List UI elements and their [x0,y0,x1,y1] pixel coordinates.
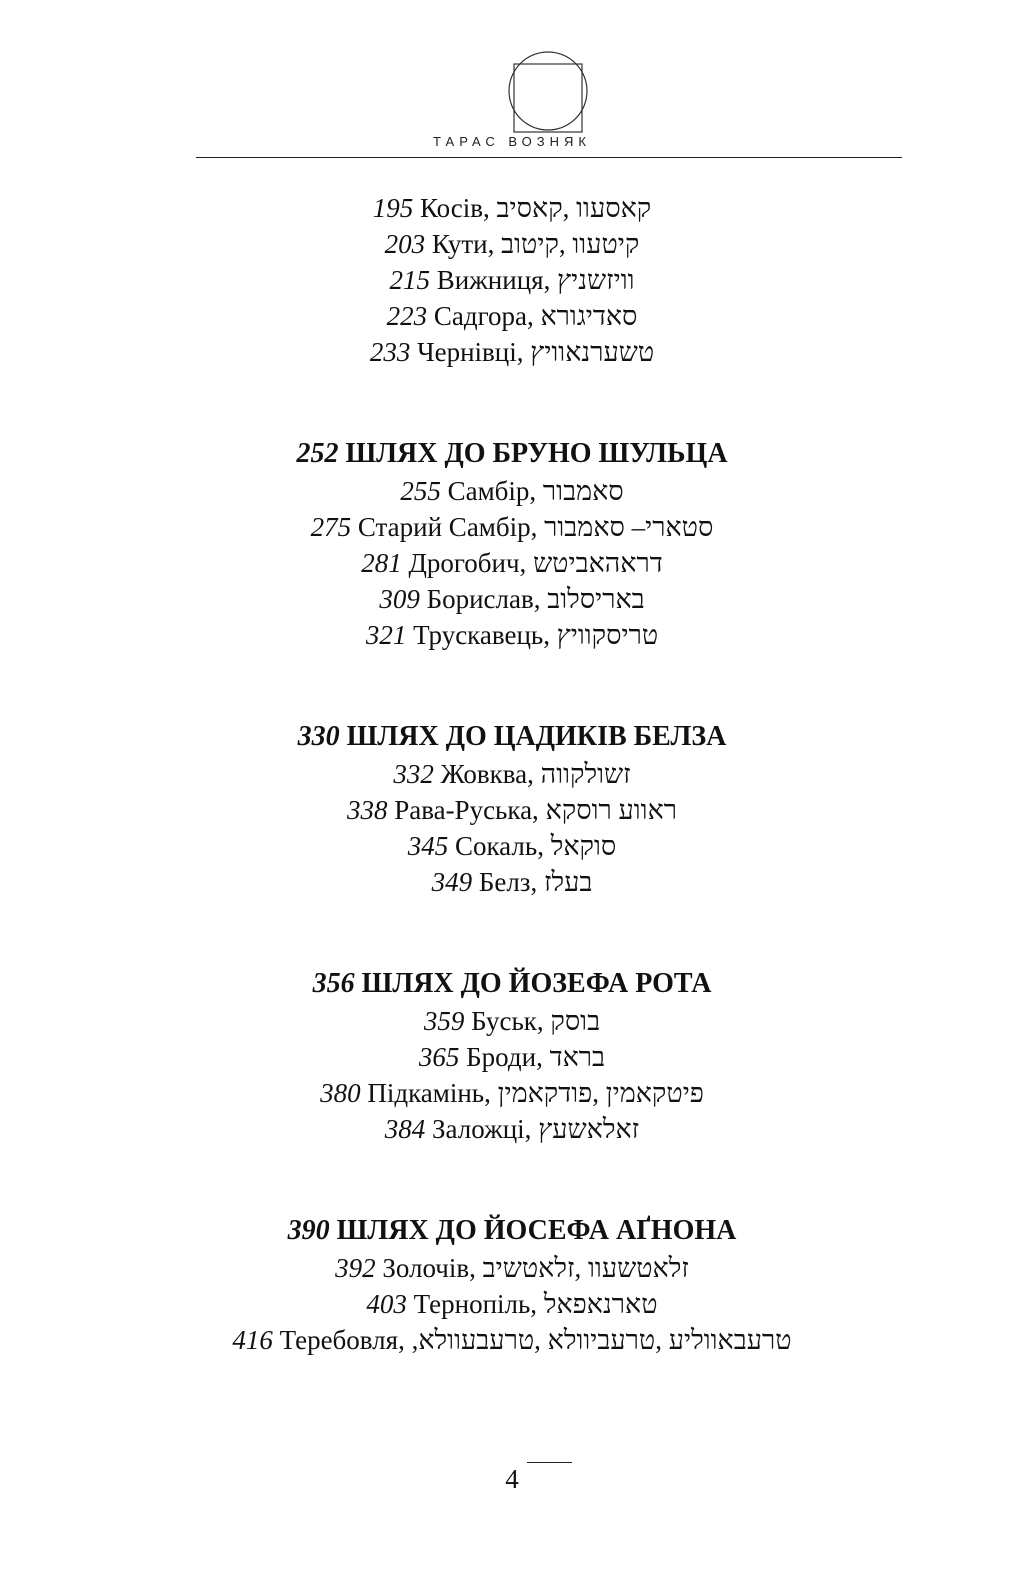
entry-page: 384 [384,1114,426,1144]
toc-entry [0,262,1024,298]
entry-name: Броди, [466,1042,543,1072]
entry-hebrew: בראד [549,1042,606,1072]
entry-name: Заложці, [432,1114,532,1144]
entry-page: 403 [366,1289,407,1319]
toc-entry [0,828,1024,864]
entry-name: Белз, [478,867,538,897]
entry-page: 349 [431,867,473,897]
toc-entry [0,334,1024,370]
entry-page: 233 [369,337,411,367]
entry-page: 365 [418,1042,460,1072]
entry-name: Сокаль, [454,831,544,861]
toc-entry [0,1322,1024,1358]
entry-name: Вижниця, [436,265,551,295]
entry-hebrew: טרעבאווליע ,טרעביוולא ,טרעבעוולא, [411,1325,792,1355]
entry-hebrew: קיטעוו ,קיטוב [501,229,640,259]
entry-name: Самбір, [447,476,537,506]
footer-rule [527,1462,572,1463]
entry-hebrew: קאסעוו ,קאסיב [496,193,652,223]
section-title [0,435,1024,473]
entry-hebrew: סאמבור [542,476,624,506]
entry-page: 215 [389,265,430,295]
entry-page: 275 [310,512,352,542]
entry-page: 332 [393,759,434,789]
entry-name: Тернопіль, [413,1289,538,1319]
entry-name: Рава-Руська, [394,795,539,825]
entry-hebrew: פיטקאמין ,פודקאמין [497,1078,704,1108]
entry-hebrew: טארנאפאל [543,1289,658,1319]
section-title-text: ШЛЯХ ДО ЙОСЕФА АҐНОНА [336,1215,737,1246]
toc-entry [0,298,1024,334]
entry-name: Старий Самбір, [357,512,538,542]
entry-page: 195 [372,193,414,223]
table-of-contents [0,190,1024,1358]
section-page: 252 [296,438,339,469]
logo-circle-square-icon [503,46,593,136]
entry-page: 309 [379,584,420,614]
entry-name: Жовква, [440,759,534,789]
entry-name: Косів, [419,193,490,223]
entry-page: 255 [400,476,441,506]
toc-entry [0,190,1024,226]
page-number: 4 [505,1464,519,1494]
section-title [0,1212,1024,1250]
entry-name: Золочів, [382,1253,476,1283]
entry-hebrew: דראהאביטש [533,548,663,578]
section-page: 356 [312,968,355,999]
entry-name: Буськ, [471,1006,544,1036]
entry-hebrew: סאדיגורא [540,301,638,331]
toc-entry [0,1286,1024,1322]
toc-entry [0,581,1024,617]
entry-hebrew: ראווע רוסקא [545,795,678,825]
header-rule [196,157,902,158]
section-title-text: ШЛЯХ ДО БРУНО ШУЛЬЦА [345,438,728,469]
entry-hebrew: בעלז [543,867,593,897]
entry-page: 345 [407,831,449,861]
toc-entry [0,1039,1024,1075]
entry-page: 380 [320,1078,361,1108]
toc-entry [0,756,1024,792]
entry-hebrew: זאלאשעץ [538,1114,640,1144]
toc-entry [0,473,1024,509]
entry-hebrew: באריסלוב [547,584,645,614]
toc-entry [0,226,1024,262]
entry-name: Борислав, [426,584,541,614]
entry-page: 281 [361,548,402,578]
entry-name: Теребовля, [279,1325,405,1355]
section-title [0,965,1024,1003]
toc-entry [0,545,1024,581]
entry-page: 321 [365,620,407,650]
section-title [0,718,1024,756]
toc-entry [0,864,1024,900]
entry-name: Чернівці, [417,337,524,367]
section-title-text: ШЛЯХ ДО ЦАДИКІВ БЕЛЗА [346,721,727,752]
entry-page: 338 [346,795,388,825]
toc-entry [0,792,1024,828]
entry-hebrew: טשערנאוויץ [530,337,655,367]
toc-entry [0,617,1024,653]
entry-hebrew: טריסקוויץ [556,620,659,650]
running-head: ТАРАС ВОЗНЯК [433,134,591,149]
section-title-text: ШЛЯХ ДО ЙОЗЕФА РОТА [361,968,712,999]
section-page: 390 [287,1215,330,1246]
entry-page: 416 [232,1325,273,1355]
entry-hebrew: סוקאל [550,831,617,861]
entry-hebrew: סטארי– סאמבור [544,512,714,542]
entry-name: Трускавець, [413,620,550,650]
section-page: 330 [297,721,340,752]
entry-hebrew: זשולקווה [540,759,631,789]
entry-page: 359 [423,1006,465,1036]
toc-entry [0,1075,1024,1111]
entry-hebrew: זלאטשעוו ,זלאטשיב [482,1253,689,1283]
entry-name: Дрогобич, [408,548,527,578]
toc-entry [0,1250,1024,1286]
toc-entry [0,1111,1024,1147]
toc-entry [0,1003,1024,1039]
entry-hebrew: בוסק [550,1006,601,1036]
entry-hebrew: וויזשניץ [557,265,635,295]
entry-name: Садгора, [433,301,534,331]
entry-page: 223 [386,301,428,331]
entry-page: 392 [335,1253,376,1283]
entry-page: 203 [384,229,426,259]
entry-name: Підкамінь, [367,1078,491,1108]
entry-name: Кути, [431,229,495,259]
toc-entry [0,509,1024,545]
